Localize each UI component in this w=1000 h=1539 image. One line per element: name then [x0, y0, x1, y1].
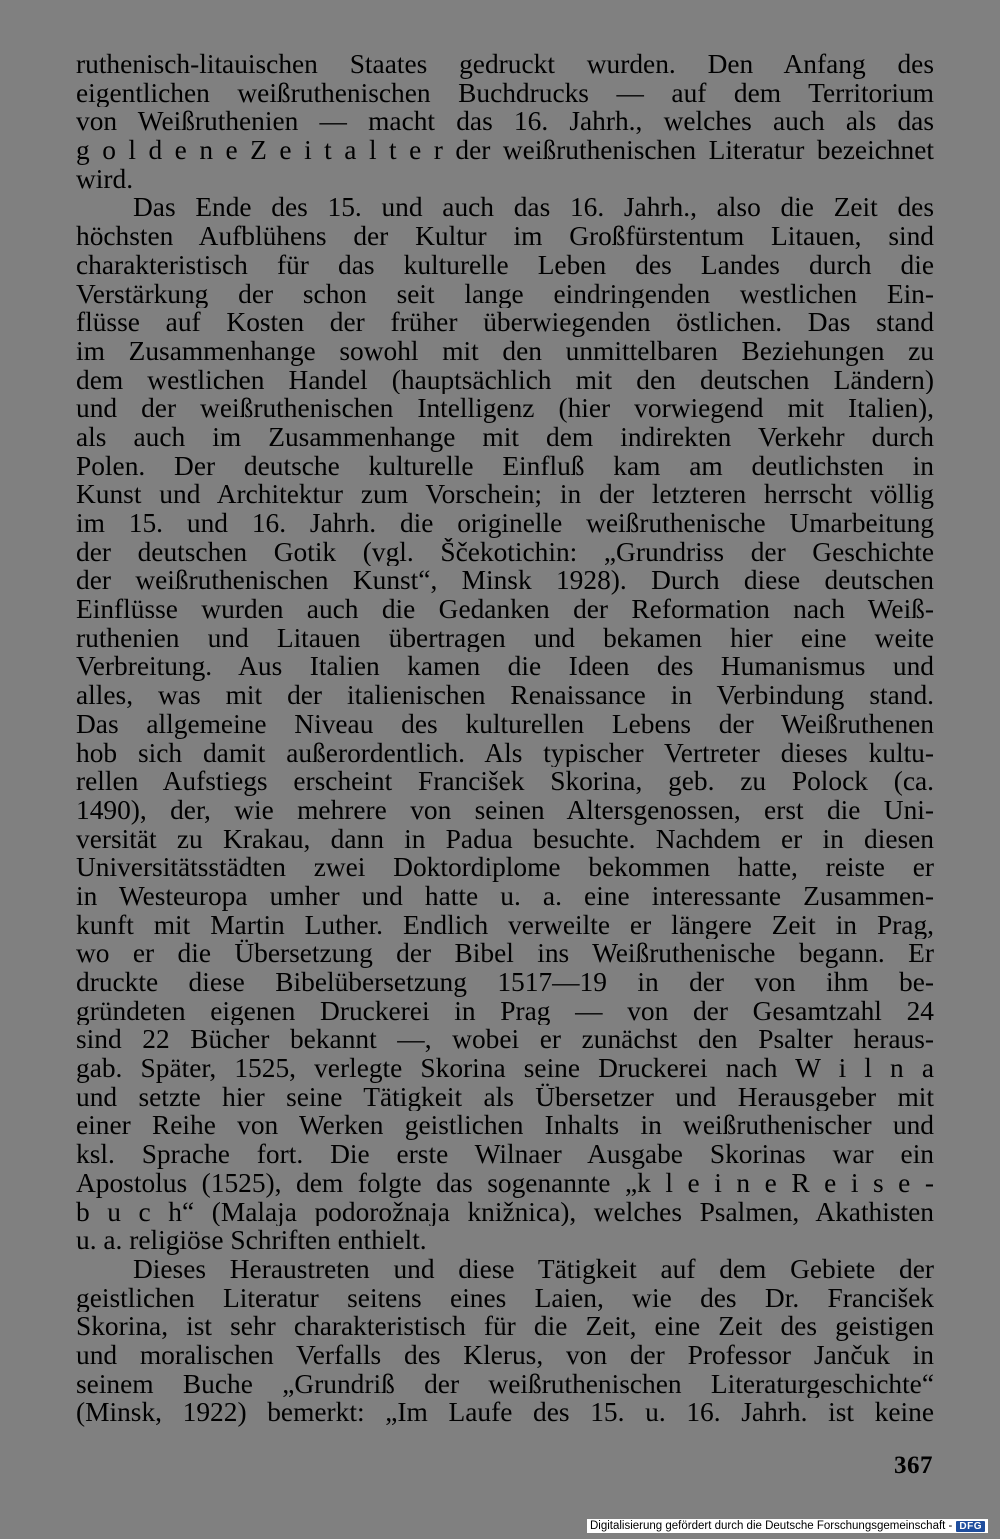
text-line: Verstärkung der schon seit lange eindringenden westlichen Ein- [76, 279, 934, 309]
text-line: Verbreitung. Aus Italien kamen die Ideen des Humanismus und [76, 652, 934, 682]
text-line: höchsten Aufblühens der Kultur im Großfürstentum Litauen, sind [76, 222, 934, 251]
text-line: gab. Später, 1525, verlegte Skorina seine Druckerei nach W i l n a [76, 1054, 934, 1083]
dfg-logo-icon: DFG [956, 1521, 985, 1532]
text-line: Kunst und Architektur zum Vorschein; in der letzteren herrscht völlig [76, 480, 934, 509]
text-line: Das allgemeine Niveau des kulturellen Lebens der Weißruthenen [76, 709, 934, 739]
text-line: g o l d e n e Z e i t a l t e r der weißruthenischen Literatur bezeichnet [76, 136, 934, 165]
text-line: seinem Buche „Grundriß der weißruthenischen Literaturgeschichte“ [76, 1369, 934, 1399]
digitization-footer [587, 1519, 988, 1533]
text-line: u. a. religiöse Schriften enthielt. [76, 1226, 427, 1255]
text-line: Universitätsstädten zwei Doktordiplome bekommen hatte, reiste er [76, 853, 934, 882]
text-line: Dieses Heraustreten und diese Tätigkeit auf dem Gebiete der [133, 1254, 934, 1284]
text-line: im Zusammenhange sowohl mit den unmittelbaren Beziehungen zu [76, 336, 934, 366]
text-line: dem westlichen Handel (hauptsächlich mit den deutschen Ländern) [76, 365, 934, 395]
text-line: rellen Aufstiegs erscheint Francišek Skorina, geb. zu Polock (ca. [76, 767, 934, 796]
text-line: als auch im Zusammenhange mit dem indirekten Verkehr durch [76, 422, 934, 452]
text-line: der deutschen Gotik (vgl. Ščekotichin: „Grundriss der Geschichte [76, 537, 934, 567]
text-line: ksl. Sprache fort. Die erste Wilnaer Ausgabe Skorinas war ein [76, 1140, 934, 1169]
text-line: kunft mit Martin Luther. Endlich verweilte er längere Zeit in Prag, [76, 910, 934, 940]
text-line: b u c h“ (Malaja podorožnaja knižnica), welches Psalmen, Akathisten [76, 1197, 934, 1227]
text-line: Skorina, ist sehr charakteristisch für die Zeit, eine Zeit des geistigen [76, 1312, 934, 1341]
text-line: in Westeuropa umher und hatte u. a. eine interessante Zusammen- [76, 881, 934, 911]
text-line: und moralischen Verfalls des Klerus, von der Professor Jančuk in [76, 1340, 934, 1370]
text-line: Apostolus (1525), dem folgte das sogenannte „k l e i n e R e i s e - [76, 1168, 934, 1198]
text-line: alles, was mit der italienischen Renaissance in Verbindung stand. [76, 681, 934, 710]
text-line: wird. [76, 164, 134, 194]
text-line: einer Reihe von Werken geistlichen Inhalts in weißruthenischer und [76, 1111, 934, 1141]
text-line: 1490), der, wie mehrere von seinen Altersgenossen, erst die Uni- [76, 795, 934, 825]
text-line: versität zu Krakau, dann in Padua besuchte. Nachdem er in diesen [76, 824, 934, 854]
text-line: flüsse auf Kosten der früher überwiegenden östlichen. Das stand [76, 308, 934, 337]
text-line: ruthenien und Litauen übertragen und bekamen hier eine weite [76, 623, 934, 653]
text-line: Polen. Der deutsche kulturelle Einfluß kam am deutlichsten in [76, 451, 934, 481]
text-line: der weißruthenischen Kunst“, Minsk 1928). Durch diese deutschen [76, 566, 934, 596]
text-line: charakteristisch für das kulturelle Leben des Landes durch die [76, 250, 934, 280]
page-number: 367 [894, 1452, 933, 1479]
text-line: im 15. und 16. Jahrh. die originelle weißruthenische Umarbeitung [76, 509, 934, 538]
text-line: hob sich damit außerordentlich. Als typischer Vertreter dieses kultu- [76, 738, 934, 768]
text-line: wo er die Übersetzung der Bibel ins Weißruthenische begann. Er [76, 939, 934, 968]
body-text [76, 50, 934, 1427]
text-line: Das Ende des 15. und auch das 16. Jahrh., also die Zeit des [133, 193, 934, 223]
footer-text: Digitalisierung gefördert durch die Deutsche Forschungsgemeinschaft - [589, 1520, 953, 1532]
text-line: und setzte hier seine Tätigkeit als Übersetzer und Herausgeber mit [76, 1082, 934, 1112]
text-line: und der weißruthenischen Intelligenz (hier vorwiegend mit Italien), [76, 394, 934, 423]
text-line: eigentlichen weißruthenischen Buchdrucks — auf dem Territorium [76, 78, 934, 108]
text-line: sind 22 Bücher bekannt —, wobei er zunächst den Psalter heraus- [76, 1025, 934, 1055]
text-line: druckte diese Bibelübersetzung 1517—19 in der von ihm be- [76, 968, 934, 997]
text-line: von Weißruthenien — macht das 16. Jahrh., welches auch als das [76, 107, 934, 137]
text-line: ruthenisch-litauischen Staates gedruckt wurden. Den Anfang des [76, 50, 934, 79]
text-line: geistlichen Literatur seitens eines Laien, wie des Dr. Francišek [76, 1283, 934, 1313]
text-line: (Minsk, 1922) bemerkt: „Im Laufe des 15. u. 16. Jahrh. ist keine [76, 1398, 934, 1427]
text-line: Einflüsse wurden auch die Gedanken der Reformation nach Weiß- [76, 595, 934, 624]
text-line: gründeten eigenen Druckerei in Prag — von der Gesamtzahl 24 [76, 996, 934, 1026]
